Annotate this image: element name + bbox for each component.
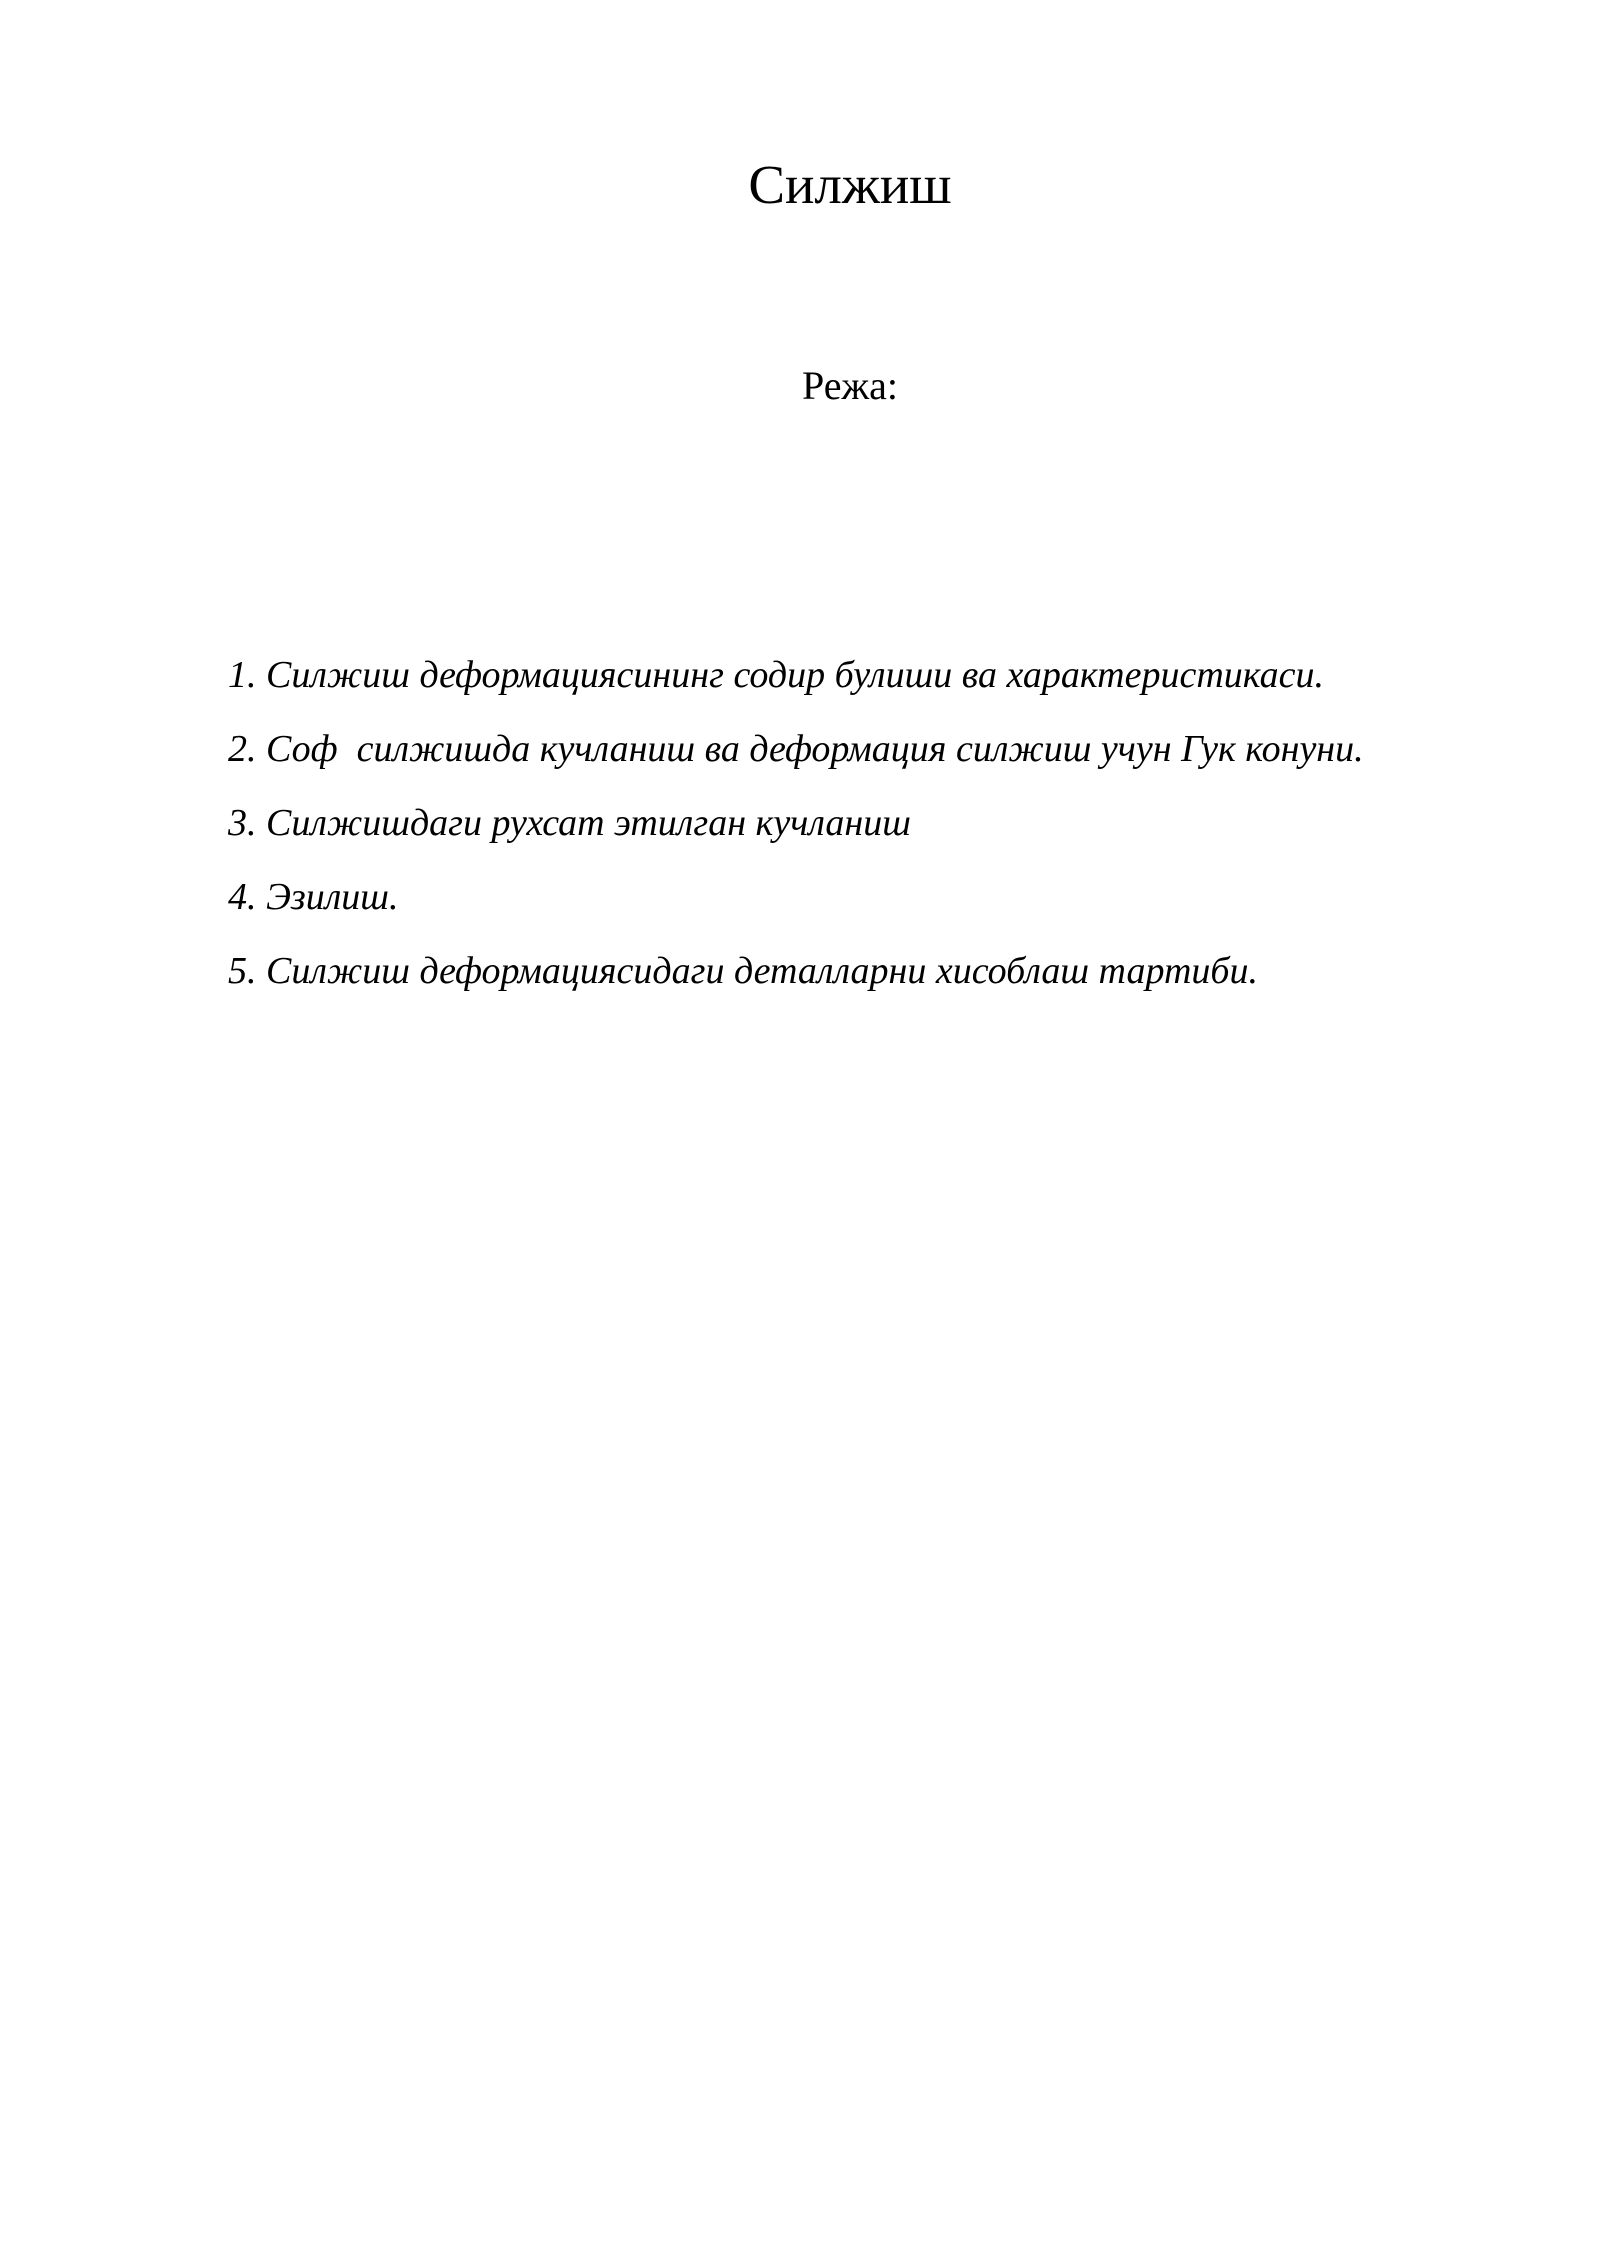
plan-list xyxy=(228,638,1528,1008)
plan-item: 2. Соф силжишда кучланиш ва деформация силжиш учун Гук конуни. xyxy=(228,728,1364,770)
plan-item: 5. Силжиш деформациясидаги деталларни хисоблаш тартиби. xyxy=(228,950,1259,992)
plan-item: 3. Силжишдаги рухсат этилган кучланиш xyxy=(228,802,911,844)
plan-heading: Режа: xyxy=(802,363,898,408)
document-title: Силжиш xyxy=(748,154,952,215)
plan-item: 1. Силжиш деформациясининг содир булиши ва характеристикаси. xyxy=(228,654,1324,696)
plan-item: 4. Эзилиш. xyxy=(228,876,399,918)
